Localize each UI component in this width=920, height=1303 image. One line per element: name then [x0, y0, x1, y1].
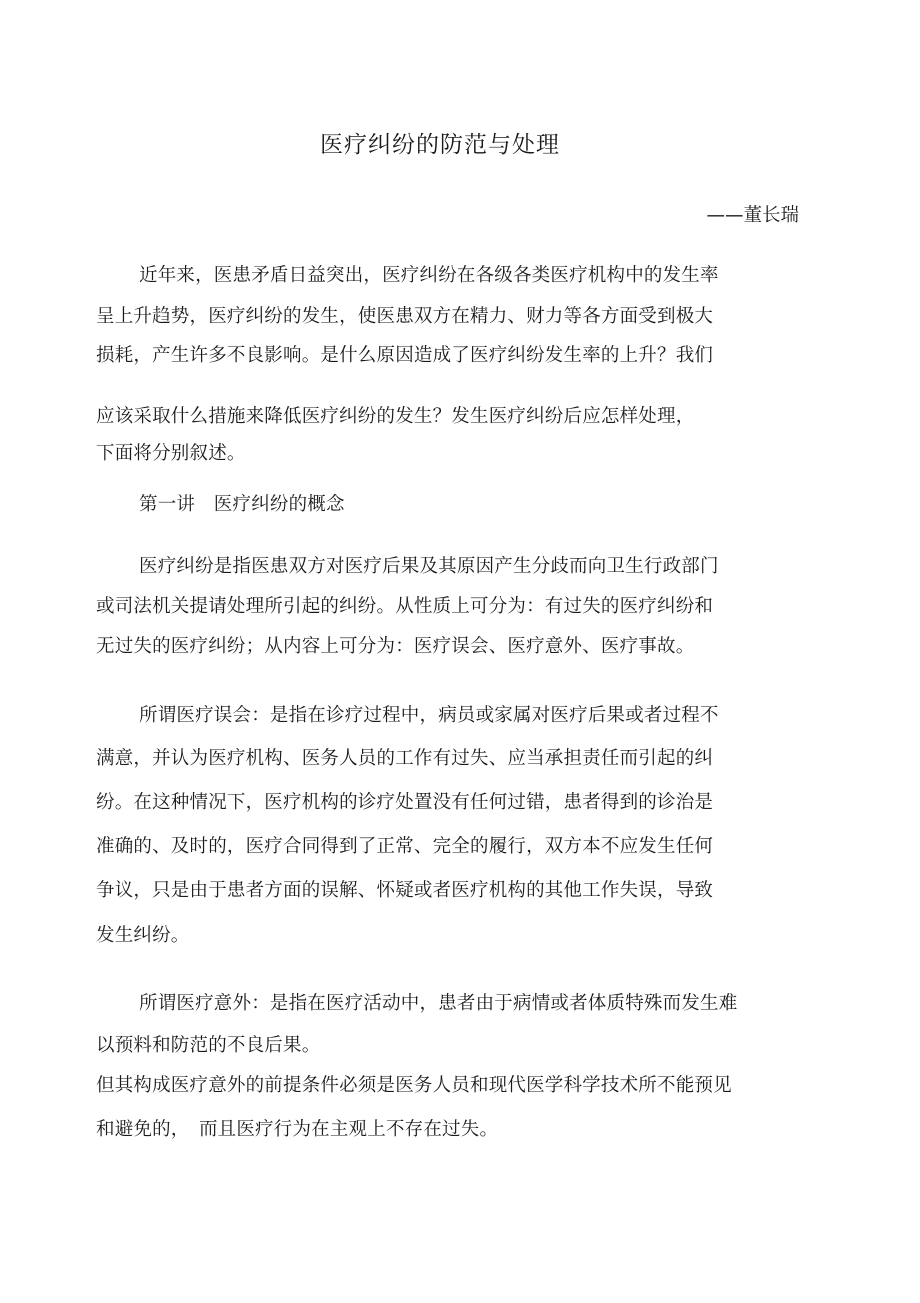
- document-title: 医疗纠纷的防范与处理: [320, 132, 560, 158]
- paragraph-line: 应该采取什么措施来降低医疗纠纷的发生？发生医疗纠纷后应怎样处理，: [96, 406, 695, 427]
- paragraph-line: 满意，并认为医疗机构、医务人员的工作有过失、应当承担责任而引起的纠: [96, 748, 714, 769]
- section-heading: 第一讲 医疗纠纷的概念: [139, 494, 345, 515]
- paragraph-line: 下面将分别叙述。: [96, 443, 246, 464]
- paragraph-line: 近年来，医患矛盾日益突出，医疗纠纷在各级各类医疗机构中的发生率: [139, 265, 719, 286]
- paragraph-line: 以预料和防范的不良后果。: [96, 1035, 321, 1056]
- paragraph-line: 和避免的， 而且医疗行为在主观上不存在过失。: [96, 1119, 499, 1140]
- paragraph-line: 或司法机关提请处理所引起的纠纷。从性质上可分为：有过失的医疗纠纷和: [96, 596, 714, 617]
- paragraph-line: 争议，只是由于患者方面的误解、怀疑或者医疗机构的其他工作失误，导致: [96, 880, 714, 901]
- paragraph-line: 损耗，产生许多不良影响。是什么原因造成了医疗纠纷发生率的上升？我们: [96, 345, 714, 366]
- paragraph-line: 纷。在这种情况下，医疗机构的诊疗处置没有任何过错，患者得到的诊治是: [96, 792, 714, 813]
- paragraph-line: 无过失的医疗纠纷；从内容上可分为：医疗误会、医疗意外、医疗事故。: [96, 636, 695, 657]
- paragraph-line: 但其构成医疗意外的前提条件必须是医务人员和现代医学科学技术所不能预见: [96, 1075, 732, 1096]
- paragraph-line: 所谓医疗误会：是指在诊疗过程中，病员或家属对医疗后果或者过程不: [139, 705, 719, 726]
- paragraph-line: 所谓医疗意外：是指在医疗活动中，患者由于病情或者体质特殊而发生难: [139, 993, 738, 1014]
- paragraph-line: 准确的、及时的，医疗合同得到了正常、完全的履行，双方本不应发生任何: [96, 836, 714, 857]
- paragraph-line: 呈上升趋势，医疗纠纷的发生，使医患双方在精力、财力等各方面受到极大: [96, 306, 714, 327]
- author-signature: ——董长瑞: [706, 205, 799, 226]
- paragraph-line: 医疗纠纷是指医患双方对医疗后果及其原因产生分歧而向卫生行政部门: [139, 556, 719, 577]
- paragraph-line: 发生纠纷。: [96, 925, 190, 946]
